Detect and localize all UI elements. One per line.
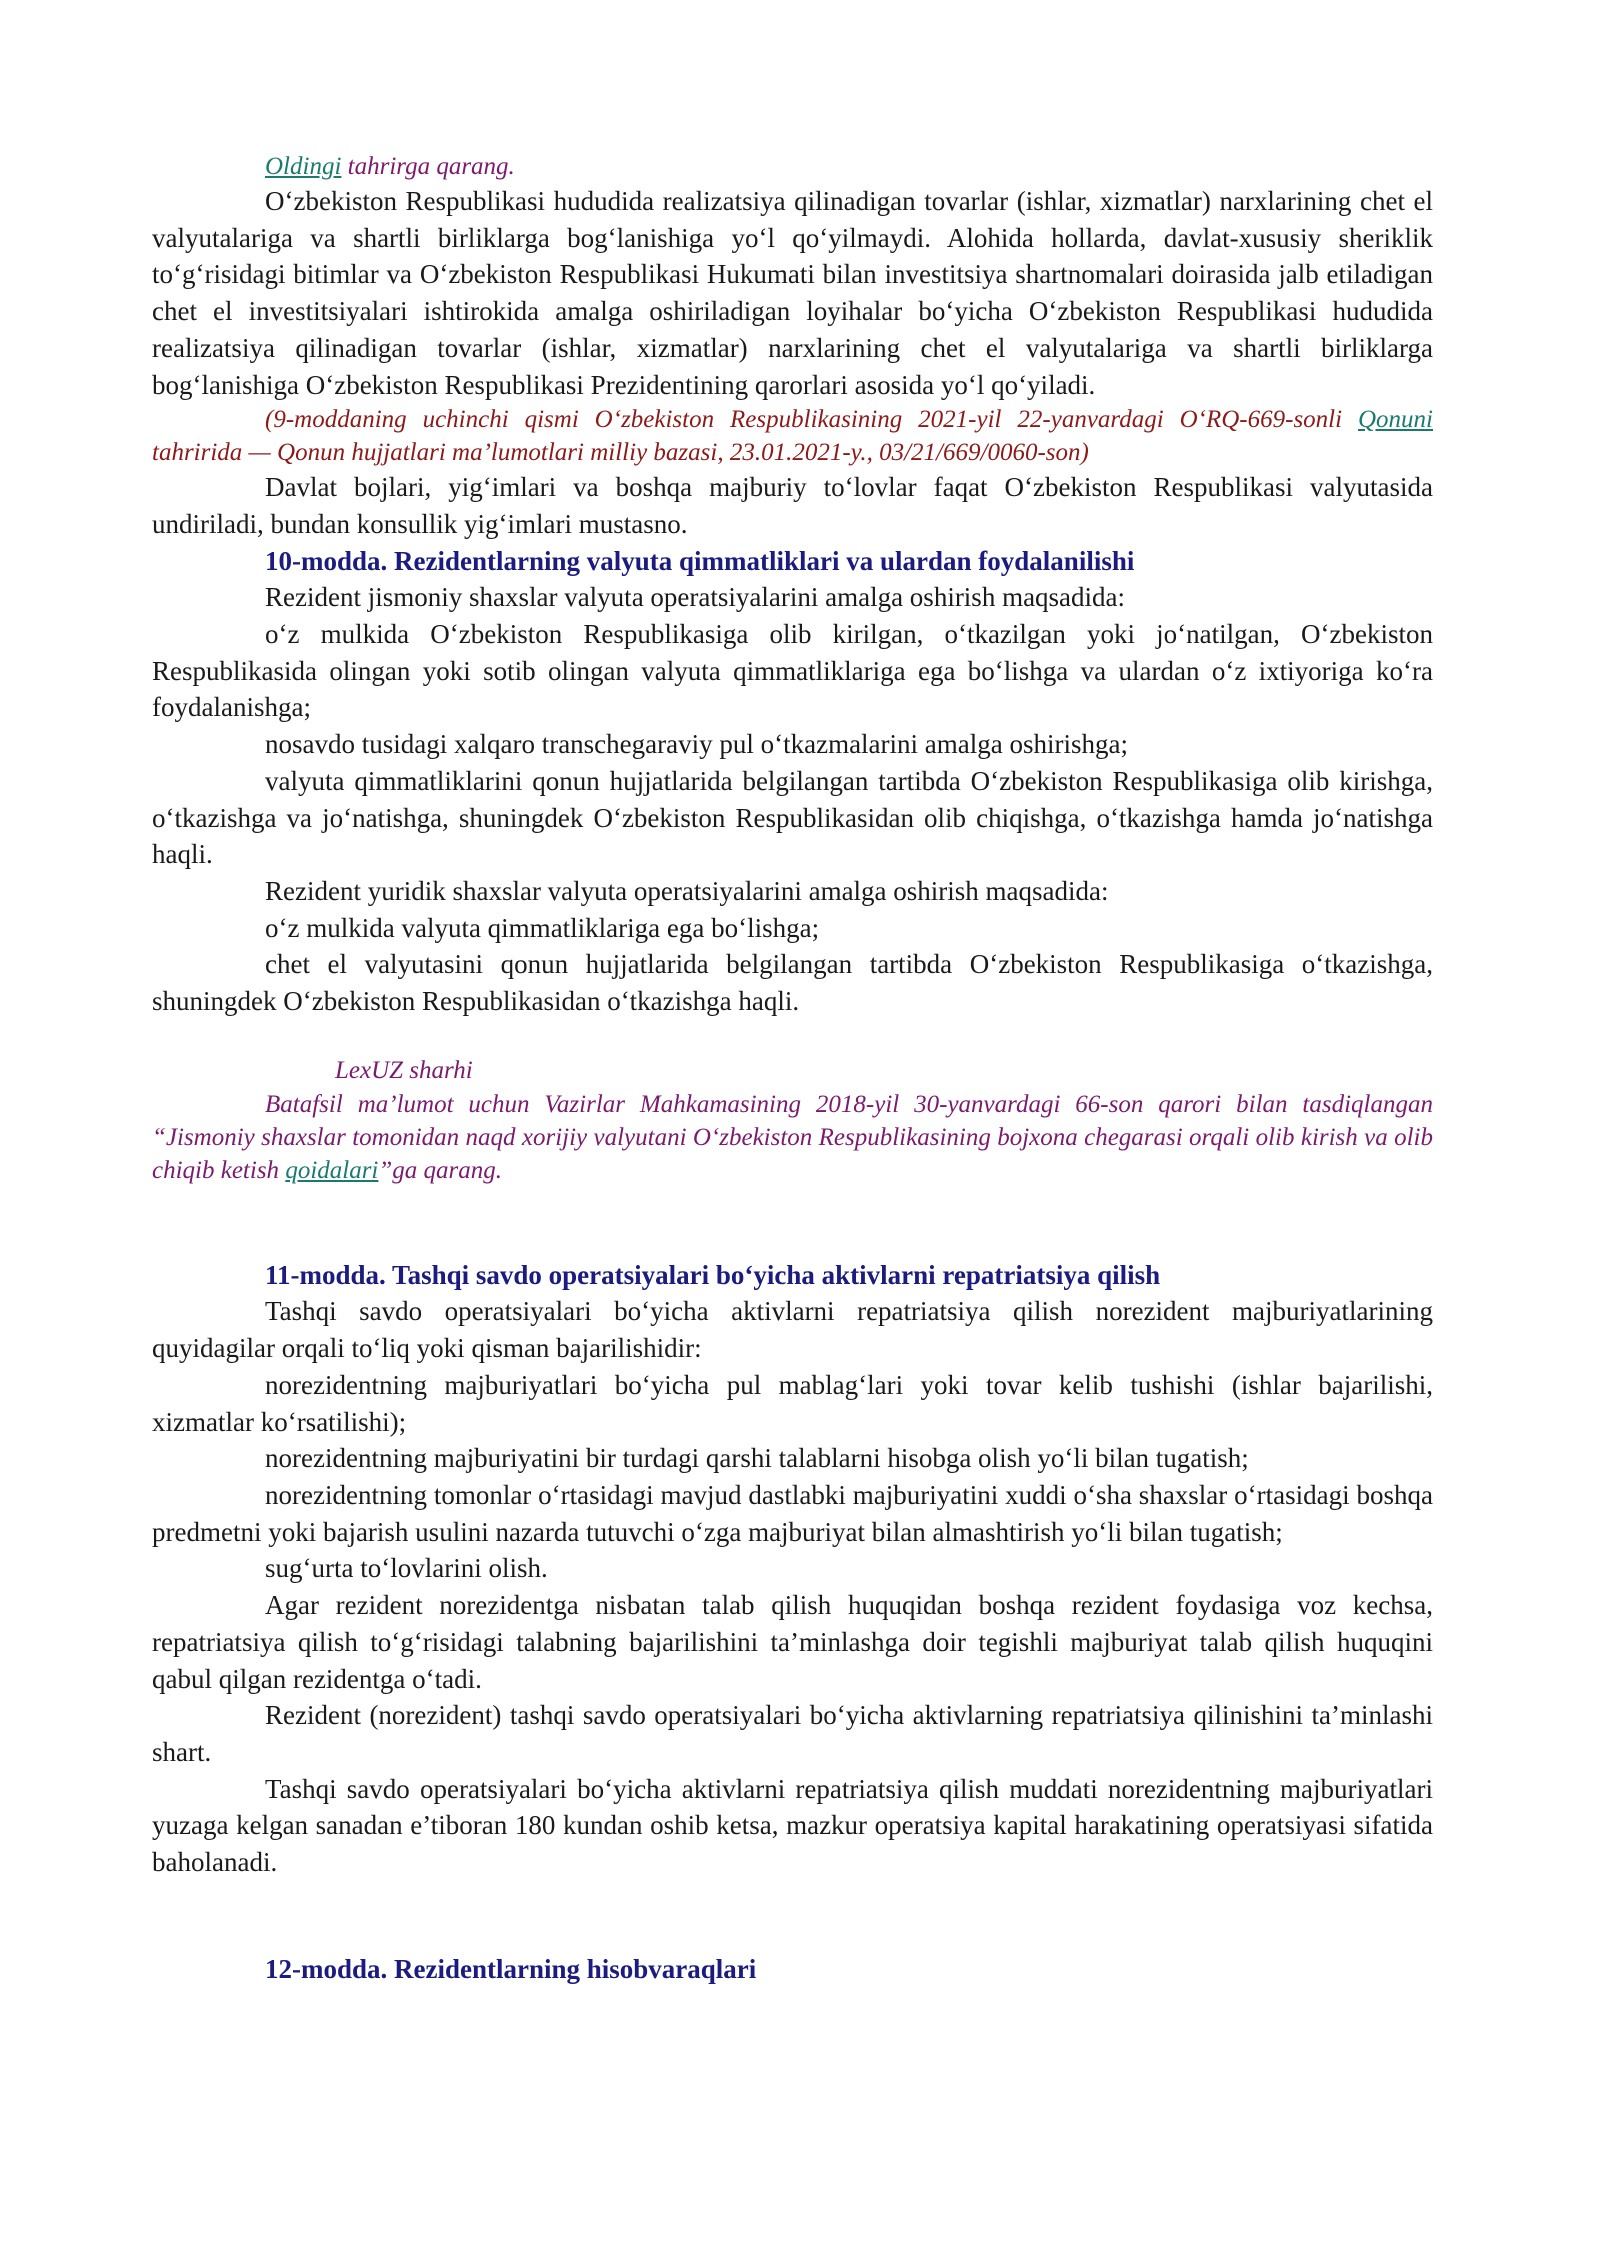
previous-edition-note bbox=[152, 150, 1433, 183]
paragraph: norezidentning majburiyatini bir turdagi qarshi talablarni hisobga olish yo‘li bilan tugatish; bbox=[265, 1443, 1249, 1474]
amendment-text-before: (9-moddaning uchinchi qismi O‘zbekiston Respublikasining 2021-yil 22-yanvardagi O‘RQ-669-sonli bbox=[265, 406, 1358, 434]
spacer bbox=[152, 1020, 1433, 1054]
paragraph: Agar rezident norezidentga nisbatan talab qilish huquqidan boshqa rezident foydasiga voz kechsa, repatriatsiya qilish to‘g‘risidagi talabning bajarilishini ta’minlashga doir tegishli majburiyat talab qilish huquqini qabul qilgan rezidentga o‘tadi. bbox=[152, 1590, 1433, 1694]
paragraph: valyuta qimmatliklarini qonun hujjatlarida belgilangan tartibda O‘zbekiston Respublikasiga olib kirishga, o‘tkazishga va jo‘natishga, shuningdek O‘zbekiston Respublikasidan olib chiqishga, o‘tkazishga hamda jo‘natishga haqli. bbox=[152, 765, 1433, 870]
spacer bbox=[152, 1187, 1433, 1257]
rules-link[interactable]: qoidalari bbox=[285, 1156, 379, 1184]
paragraph: sug‘urta to‘lovlarini olish. bbox=[265, 1553, 548, 1584]
paragraph: O‘zbekiston Respublikasi hududida realizatsiya qilinadigan tovarlar (ishlar, xizmatlar) narxlarining chet el valyutalariga va shartli birliklarga bog‘lanishiga yo‘l qo‘yilmaydi. Alohida hollarda, davlat-xususiy sheriklik to‘g‘risidagi bitimlar va O‘zbekiston Respublikasi Hukumati bilan investitsiya shartnomalari doirasida jalb etiladigan chet el investitsiyalari ishtirokida amalga oshiriladigan loyihalar bo‘yicha O‘zbekiston Respublikasi hududida realizatsiya qilinadigan tovarlar (ishlar, xizmatlar) narxlarining chet el valyutalariga va shartli birliklarga bog‘lanishiga O‘zbekiston Respublikasi Prezidentining qarorlari asosida yo‘l qo‘yiladi. bbox=[152, 186, 1433, 400]
amendment-text-after: tahririda — Qonun hujjatlari ma’lumotlari milliy bazasi, 23.01.2021-y., 03/21/669/0060-son) bbox=[152, 439, 1089, 467]
paragraph: o‘z mulkida O‘zbekiston Respublikasiga olib kirilgan, o‘tkazilgan yoki jo‘natilgan, O‘zbekiston Respublikasida olingan yoki sotib olingan valyuta qimmatliklariga ega bo‘lishga va ulardan o‘z ixtiyoriga ko‘ra foydalanishga; bbox=[152, 619, 1433, 723]
paragraph: norezidentning majburiyatlari bo‘yicha pul mablag‘lari yoki tovar kelib tushishi (ishlar bajarilishi, xizmatlar ko‘rsatilishi); bbox=[152, 1369, 1433, 1437]
spacer bbox=[152, 1881, 1433, 1951]
amendment-note bbox=[152, 403, 1433, 469]
lexuz-commentary-text bbox=[152, 1088, 1433, 1187]
article-11-heading: 11-modda. Tashqi savdo operatsiyalari bo‘yicha aktivlarni repatriatsiya qilish bbox=[265, 1259, 1161, 1290]
article-12-heading: 12-modda. Rezidentlarning hisobvaraqlari bbox=[265, 1953, 757, 1984]
paragraph: Rezident jismoniy shaxslar valyuta operatsiyalarini amalga oshirish maqsadida: bbox=[265, 582, 1126, 613]
document-page bbox=[152, 150, 1433, 1987]
previous-edition-text: tahrirga qarang. bbox=[341, 153, 515, 180]
paragraph: norezidentning tomonlar o‘rtasidagi mavjud dastlabki majburiyatini xuddi o‘sha shaxslar o‘rtasidagi boshqa predmetni yoki bajarish usulini nazarda tutuvchi o‘zga majburiyat bilan almashtirish yo‘li bilan tugatish; bbox=[152, 1479, 1433, 1547]
article-10-heading: 10-modda. Rezidentlarning valyuta qimmatliklari va ulardan foydalanilishi bbox=[265, 545, 1135, 576]
paragraph: nosavdo tusidagi xalqaro transchegaraviy pul o‘tkazmalarini amalga oshirishga; bbox=[265, 729, 1128, 760]
paragraph: Tashqi savdo operatsiyalari bo‘yicha aktivlarni repatriatsiya qilish muddati norezidentning majburiyatlari yuzaga kelgan sanadan e’tiboran 180 kundan oshib ketsa, mazkur operatsiya kapital harakatining operatsiyasi sifatida baholanadi. bbox=[152, 1773, 1433, 1878]
previous-edition-link[interactable]: Oldingi bbox=[265, 153, 342, 180]
lexuz-commentary-title: LexUZ sharhi bbox=[335, 1056, 473, 1084]
lexuz-text-before: Batafsil ma’lumot uchun Vazirlar Mahkamasining 2018-yil 30-yanvardagi 66-son qarori bilan tasdiqlangan “Jismoniy shaxslar tomonidan naqd xorijiy valyutani O‘zbekiston Respublikasining bojxona chegarasi orqali olib kirish va olib chiqib ketish bbox=[152, 1090, 1433, 1184]
paragraph: Tashqi savdo operatsiyalari bo‘yicha aktivlarni repatriatsiya qilish norezident majburiyatlarining quyidagilar orqali to‘liq yoki qisman bajarilishidir: bbox=[152, 1296, 1433, 1364]
paragraph: o‘z mulkida valyuta qimmatliklariga ega bo‘lishga; bbox=[265, 912, 820, 943]
paragraph: chet el valyutasini qonun hujjatlarida belgilangan tartibda O‘zbekiston Respublikasiga o‘tkazishga, shuningdek O‘zbekiston Respublikasidan o‘tkazishga haqli. bbox=[152, 949, 1433, 1017]
paragraph: Davlat bojlari, yig‘imlari va boshqa majburiy to‘lovlar faqat O‘zbekiston Respublikasi valyutasida undiriladi, bundan konsullik yig‘imlari mustasno. bbox=[152, 472, 1433, 539]
paragraph: Rezident (norezident) tashqi savdo operatsiyalari bo‘yicha aktivlarning repatriatsiya qilinishini ta’minlashi shart. bbox=[152, 1700, 1433, 1767]
paragraph: Rezident yuridik shaxslar valyuta operatsiyalarini amalga oshirish maqsadida: bbox=[265, 875, 1109, 906]
lexuz-text-after: ”ga qarang. bbox=[378, 1156, 503, 1184]
law-link[interactable]: Qonuni bbox=[1358, 406, 1433, 434]
